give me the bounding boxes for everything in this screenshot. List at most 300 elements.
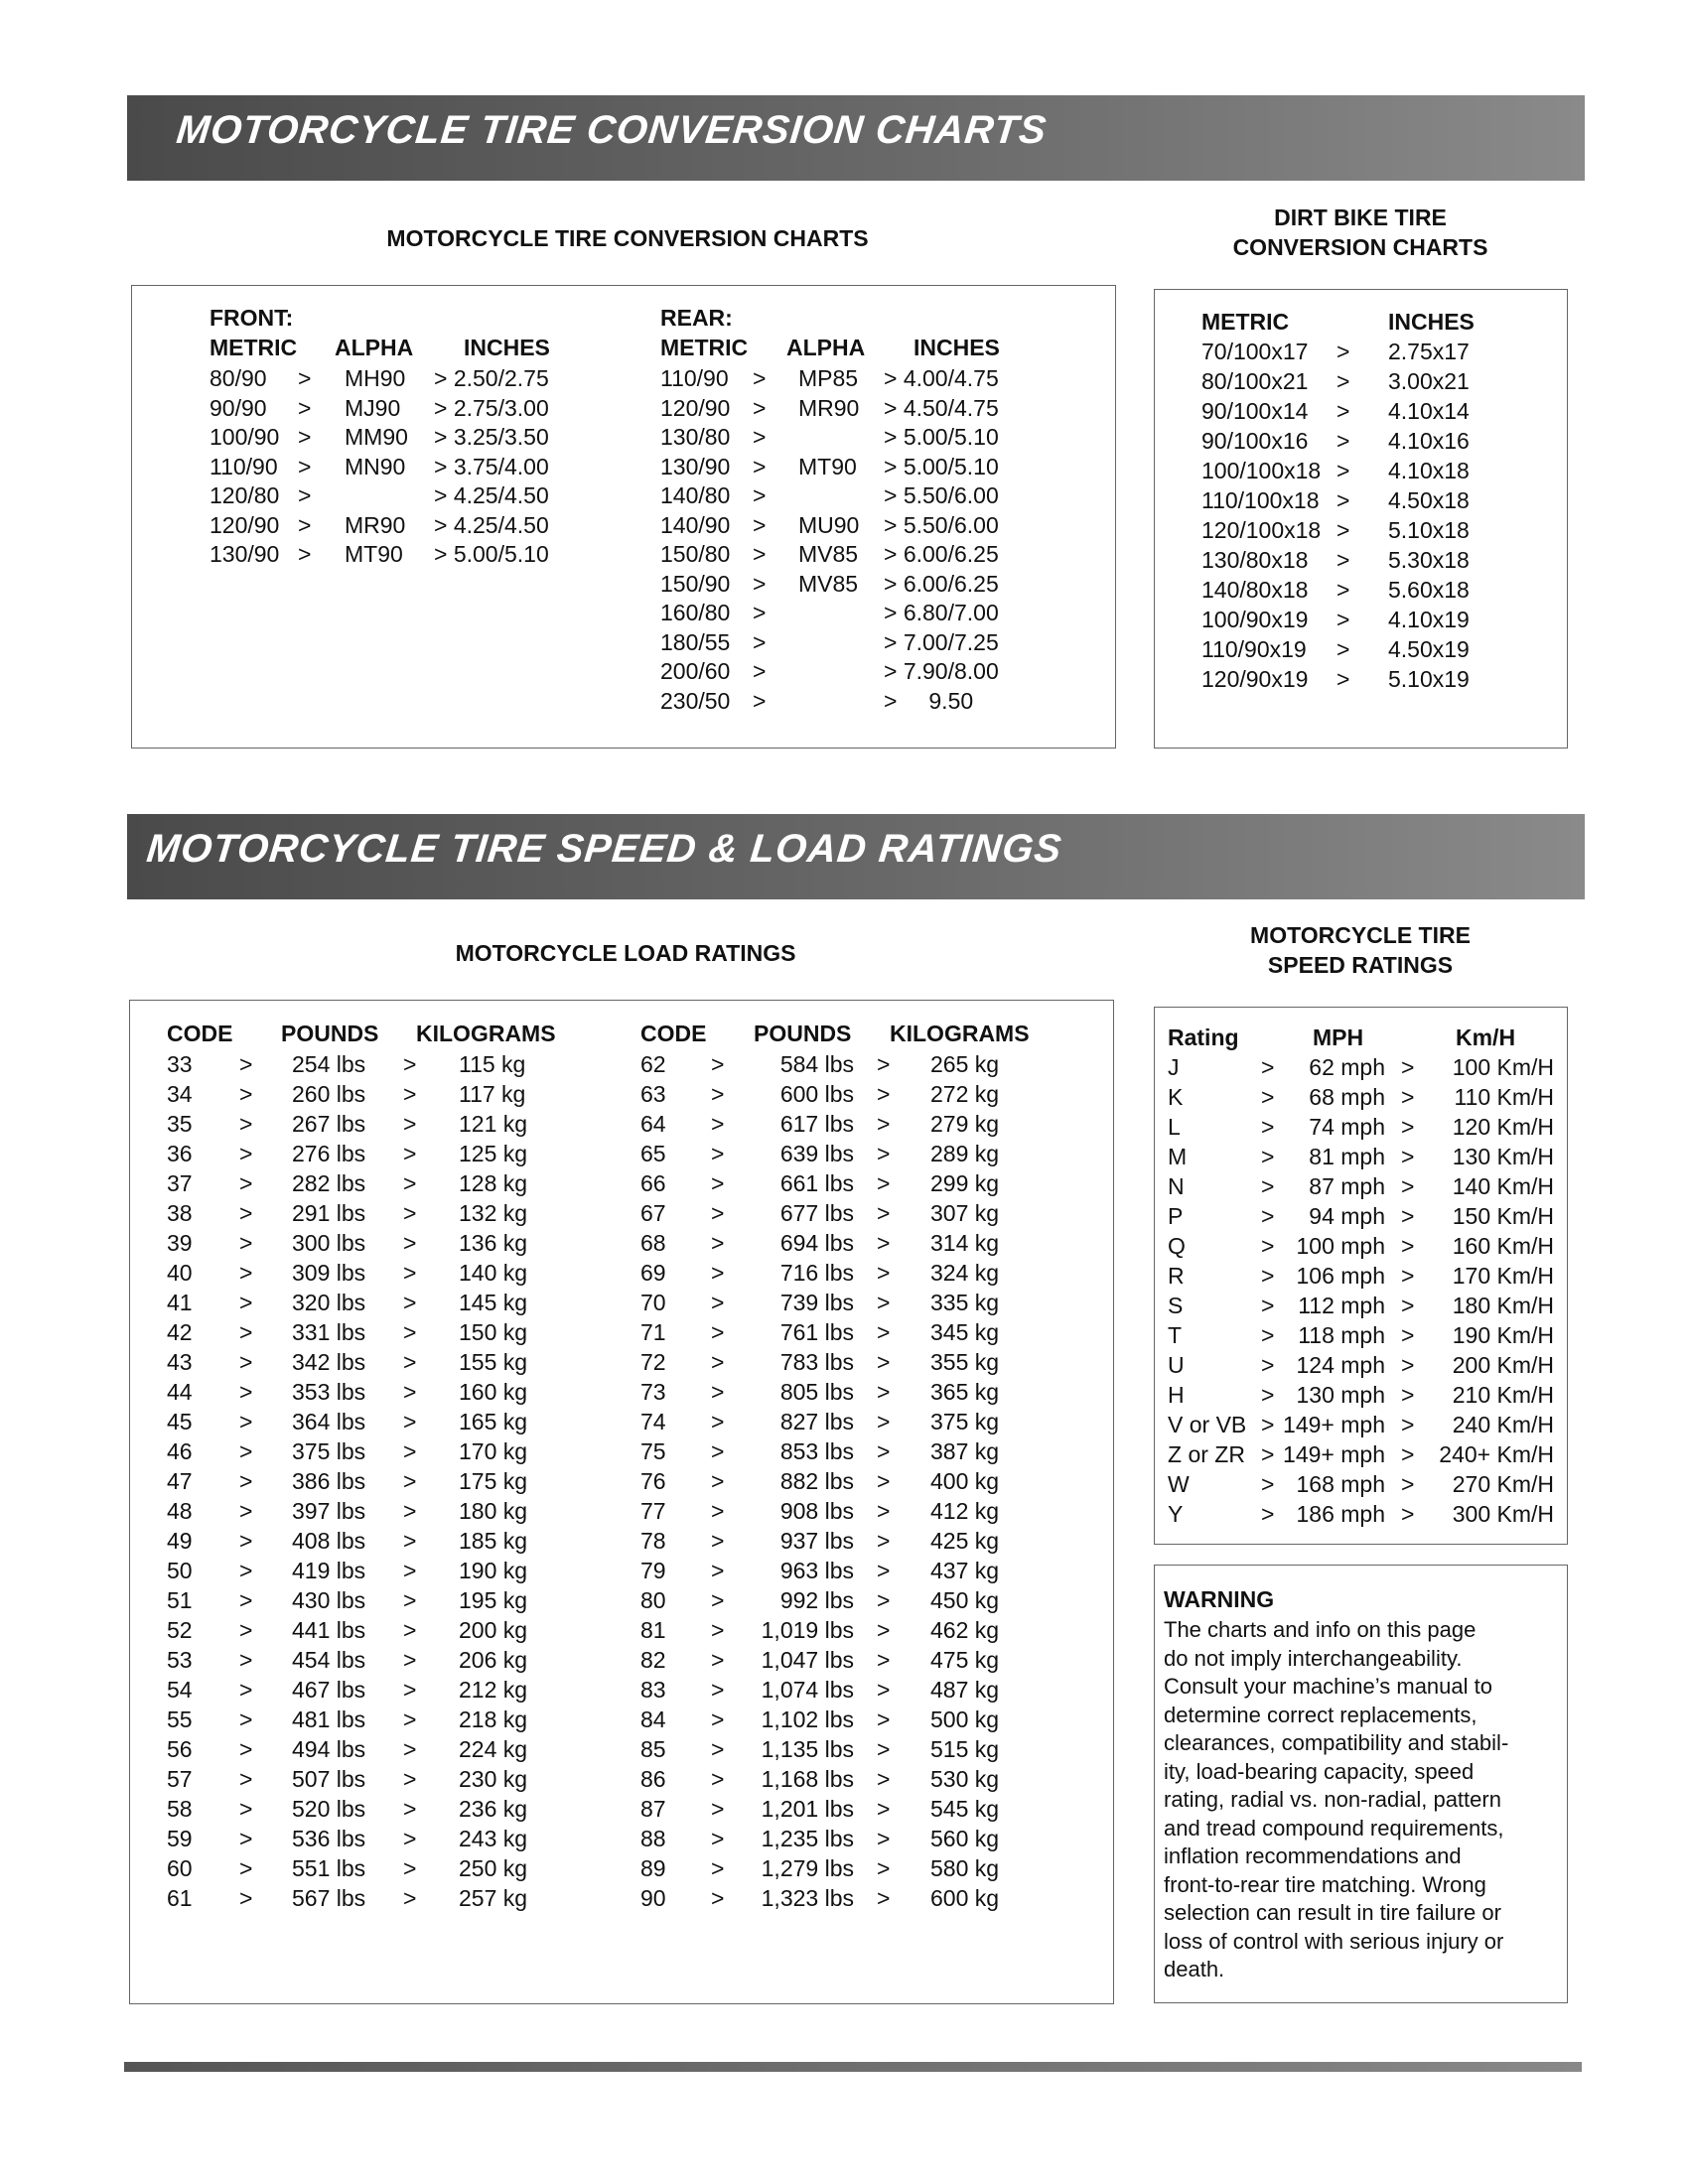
- load-pounds-cell: 260 lbs: [292, 1081, 366, 1107]
- arrow-separator: >: [877, 1260, 891, 1286]
- arrow-separator: >: [1261, 1144, 1275, 1169]
- arrow-separator: >: [1336, 368, 1350, 394]
- rear-alpha-cell: MU90: [798, 511, 860, 538]
- load-code-cell: 59: [167, 1826, 193, 1851]
- arrow-separator: >: [753, 482, 767, 508]
- arrow-separator: >: [403, 1617, 417, 1643]
- load-code-cell: 51: [167, 1587, 193, 1613]
- arrow-separator: >: [1401, 1501, 1415, 1527]
- speed-mph-cell: 94 mph: [1309, 1203, 1385, 1229]
- arrow-separator: >: [711, 1379, 725, 1405]
- arrow-separator: >: [711, 1855, 725, 1881]
- load-pounds-cell: 494 lbs: [292, 1736, 366, 1762]
- load-kg-cell: 145 kg: [459, 1290, 528, 1315]
- load-code-cell: 89: [640, 1855, 666, 1881]
- load-kg-cell: 307 kg: [930, 1200, 1000, 1226]
- load-code-cell: 71: [640, 1319, 666, 1345]
- load-code-cell: 56: [167, 1736, 193, 1762]
- ratings-banner: [127, 814, 1585, 899]
- arrow-separator: >: [403, 1409, 417, 1434]
- rear-metric-cell: 140/80: [660, 482, 731, 508]
- arrow-separator: >: [877, 1379, 891, 1405]
- load-code-cell: 34: [167, 1081, 193, 1107]
- arrow-separator: >: [1401, 1352, 1415, 1378]
- load-kg-cell: 515 kg: [930, 1736, 1000, 1762]
- arrow-separator: >: [403, 1379, 417, 1405]
- arrow-separator: >: [877, 1438, 891, 1464]
- arrow-separator: >: [239, 1111, 253, 1137]
- speed-kmh-cell: 240+ Km/H: [1439, 1441, 1554, 1467]
- speed-kmh-cell: 240 Km/H: [1452, 1412, 1554, 1437]
- arrow-separator: >: [239, 1766, 253, 1792]
- load-code-cell: 57: [167, 1766, 193, 1792]
- load-kg-cell: 365 kg: [930, 1379, 1000, 1405]
- arrow-separator: >: [711, 1587, 725, 1613]
- speed-rating-cell: K: [1168, 1084, 1184, 1110]
- front-inches-cell: > 4.25/4.50: [434, 511, 549, 538]
- load-kg-cell: 375 kg: [930, 1409, 1000, 1434]
- speed-rating-cell: Y: [1168, 1501, 1184, 1527]
- arrow-separator: >: [1261, 1084, 1275, 1110]
- load-kg-cell: 530 kg: [930, 1766, 1000, 1792]
- arrow-separator: >: [1336, 577, 1350, 603]
- arrow-separator: >: [1336, 458, 1350, 483]
- ratings-banner-title: MOTORCYCLE TIRE SPEED & LOAD RATINGS: [144, 827, 1064, 871]
- arrow-separator: >: [239, 1796, 253, 1822]
- rear-metric-cell: 150/90: [660, 570, 731, 597]
- front-metric-cell: 120/90: [210, 511, 280, 538]
- arrow-separator: >: [711, 1468, 725, 1494]
- arrow-separator: >: [877, 1081, 891, 1107]
- arrow-separator: >: [403, 1826, 417, 1851]
- arrow-separator: >: [753, 658, 767, 684]
- dirt-metric-cell: 140/80x18: [1201, 577, 1309, 603]
- arrow-separator: >: [239, 1647, 253, 1673]
- speed-kmh-cell: 210 Km/H: [1452, 1382, 1554, 1408]
- rear-metric-cell: 140/90: [660, 511, 731, 538]
- arrow-separator: >: [877, 1170, 891, 1196]
- arrow-separator: >: [711, 1647, 725, 1673]
- arrow-separator: >: [1336, 636, 1350, 662]
- arrow-separator: >: [877, 1111, 891, 1137]
- arrow-separator: >: [239, 1170, 253, 1196]
- warning-line: The charts and info on this page: [1164, 1617, 1477, 1642]
- load-kg-cell: 387 kg: [930, 1438, 1000, 1464]
- arrow-separator: >: [1401, 1412, 1415, 1437]
- load-kg-cell: 324 kg: [930, 1260, 1000, 1286]
- load-kg-cell: 117 kg: [459, 1081, 526, 1107]
- arrow-separator: >: [877, 1855, 891, 1881]
- speed-rating-cell: Q: [1168, 1233, 1186, 1259]
- arrow-separator: >: [877, 1141, 891, 1166]
- front-alpha-cell: MH90: [345, 365, 406, 391]
- load-kg-cell: 136 kg: [459, 1230, 528, 1256]
- warning-line: determine correct replacements,: [1164, 1702, 1477, 1727]
- rear-col-metric: METRIC: [660, 335, 749, 360]
- conversion-banner: [127, 95, 1585, 181]
- arrow-separator: >: [711, 1528, 725, 1554]
- rear-metric-cell: 200/60: [660, 658, 731, 684]
- dirt-metric-cell: 90/100x16: [1201, 428, 1309, 454]
- arrow-separator: >: [239, 1528, 253, 1554]
- load-kg-cell: 560 kg: [930, 1826, 1000, 1851]
- rear-metric-cell: 110/90: [660, 365, 729, 391]
- rear-inches-cell: > 9.50: [884, 687, 974, 714]
- arrow-separator: >: [239, 1141, 253, 1166]
- rear-inches-cell: > 5.00/5.10: [884, 453, 999, 479]
- load-kg-cell: 121 kg: [459, 1111, 528, 1137]
- load-code-cell: 74: [640, 1409, 666, 1434]
- load-pounds-cell: 1,323 lbs: [761, 1885, 854, 1911]
- load-pounds-cell: 254 lbs: [292, 1051, 366, 1077]
- arrow-separator: >: [877, 1409, 891, 1434]
- arrow-separator: >: [403, 1260, 417, 1286]
- load-code-cell: 86: [640, 1766, 666, 1792]
- warning-line: inflation recommendations and: [1164, 1843, 1462, 1868]
- arrow-separator: >: [877, 1528, 891, 1554]
- load-kg-cell: 180 kg: [459, 1498, 528, 1524]
- arrow-separator: >: [403, 1319, 417, 1345]
- speed-mph-cell: 106 mph: [1296, 1263, 1385, 1289]
- load-kg-cell: 243 kg: [459, 1826, 528, 1851]
- arrow-separator: >: [877, 1885, 891, 1911]
- load-pounds-cell: 853 lbs: [779, 1438, 854, 1464]
- rear-metric-cell: 130/80: [660, 424, 731, 450]
- arrow-separator: >: [877, 1617, 891, 1643]
- dirt-inches-cell: 4.10x14: [1388, 398, 1470, 424]
- dirt-inches-cell: 5.60x18: [1388, 577, 1470, 603]
- load-pounds-cell: 375 lbs: [292, 1438, 366, 1464]
- load-code-cell: 70: [640, 1290, 666, 1315]
- load-code-cell: 35: [167, 1111, 193, 1137]
- arrow-separator: >: [403, 1438, 417, 1464]
- rear-inches-cell: > 7.90/8.00: [884, 658, 999, 684]
- arrow-separator: >: [711, 1736, 725, 1762]
- dirt-inches-cell: 4.50x19: [1388, 636, 1470, 662]
- load-kg-cell: 425 kg: [930, 1528, 1000, 1554]
- load-code-cell: 72: [640, 1349, 666, 1375]
- arrow-separator: >: [1336, 339, 1350, 364]
- load-pounds-cell: 520 lbs: [292, 1796, 366, 1822]
- arrow-separator: >: [1261, 1293, 1275, 1318]
- load-pounds-cell: 291 lbs: [292, 1200, 366, 1226]
- speed-kmh-cell: 200 Km/H: [1452, 1352, 1554, 1378]
- load-code-cell: 82: [640, 1647, 666, 1673]
- load-pounds-cell: 908 lbs: [779, 1498, 854, 1524]
- dirt-inches-cell: 5.10x18: [1388, 517, 1470, 543]
- load-kg-cell: 299 kg: [930, 1170, 1000, 1196]
- arrow-separator: >: [877, 1319, 891, 1345]
- arrow-separator: >: [711, 1051, 725, 1077]
- load-code-cell: 90: [640, 1885, 666, 1911]
- arrow-separator: >: [1336, 666, 1350, 692]
- load-code-cell: 62: [640, 1051, 666, 1077]
- load-kg-cell: 165 kg: [459, 1409, 528, 1434]
- load-code-cell: 81: [640, 1617, 666, 1643]
- arrow-separator: >: [711, 1081, 725, 1107]
- arrow-separator: >: [753, 424, 767, 450]
- arrow-separator: >: [877, 1677, 891, 1703]
- arrow-separator: >: [711, 1438, 725, 1464]
- load-code-cell: 69: [640, 1260, 666, 1286]
- rear-metric-cell: 230/50: [660, 687, 731, 714]
- arrow-separator: >: [239, 1587, 253, 1613]
- arrow-separator: >: [403, 1677, 417, 1703]
- load-pounds-cell: 1,201 lbs: [761, 1796, 854, 1822]
- arrow-separator: >: [711, 1349, 725, 1375]
- bottom-rule: [124, 2062, 1582, 2072]
- load-code-cell: 39: [167, 1230, 193, 1256]
- front-col-alpha: ALPHA: [335, 335, 414, 360]
- arrow-separator: >: [403, 1647, 417, 1673]
- arrow-separator: >: [403, 1766, 417, 1792]
- rear-alpha-cell: MV85: [798, 570, 859, 597]
- load-pounds-cell: 1,074 lbs: [761, 1677, 854, 1703]
- load-kg-cell: 155 kg: [459, 1349, 528, 1375]
- load-code-cell: 67: [640, 1200, 666, 1226]
- load-pounds-cell: 600 lbs: [779, 1081, 854, 1107]
- arrow-separator: >: [298, 424, 312, 450]
- arrow-separator: >: [239, 1498, 253, 1524]
- load-pounds-cell: 882 lbs: [779, 1468, 854, 1494]
- front-alpha-cell: MN90: [345, 453, 406, 479]
- warning-line: rating, radial vs. non-radial, pattern: [1164, 1787, 1501, 1812]
- arrow-separator: >: [711, 1617, 725, 1643]
- arrow-separator: >: [403, 1468, 417, 1494]
- speed-mph-cell: 68 mph: [1309, 1084, 1385, 1110]
- load-code-cell: 46: [167, 1438, 193, 1464]
- speed-heading: [1152, 920, 1569, 980]
- arrow-separator: >: [753, 394, 767, 421]
- arrow-separator: >: [753, 570, 767, 597]
- load-kg-cell: 314 kg: [930, 1230, 1000, 1256]
- load-pounds-cell: 739 lbs: [779, 1290, 854, 1315]
- load-col-code-left: CODE: [167, 1021, 233, 1046]
- arrow-separator: >: [403, 1349, 417, 1375]
- arrow-separator: >: [877, 1706, 891, 1732]
- load-pounds-cell: 1,168 lbs: [761, 1766, 854, 1792]
- arrow-separator: >: [1401, 1173, 1415, 1199]
- arrow-separator: >: [239, 1438, 253, 1464]
- load-kg-cell: 257 kg: [459, 1885, 528, 1911]
- speed-rating-cell: N: [1168, 1173, 1185, 1199]
- load-kg-cell: 400 kg: [930, 1468, 1000, 1494]
- arrow-separator: >: [403, 1587, 417, 1613]
- load-pounds-cell: 320 lbs: [292, 1290, 366, 1315]
- load-pounds-cell: 551 lbs: [292, 1855, 366, 1881]
- dirt-inches-cell: 4.10x19: [1388, 607, 1470, 632]
- load-kg-cell: 175 kg: [459, 1468, 528, 1494]
- load-pounds-cell: 567 lbs: [292, 1885, 366, 1911]
- dirt-col-inches: INCHES: [1388, 309, 1475, 335]
- arrow-separator: >: [298, 541, 312, 567]
- arrow-separator: >: [239, 1706, 253, 1732]
- load-pounds-cell: 331 lbs: [292, 1319, 366, 1345]
- arrow-separator: >: [1401, 1114, 1415, 1140]
- load-col-code-right: CODE: [640, 1021, 707, 1046]
- arrow-separator: >: [711, 1677, 725, 1703]
- speed-mph-cell: 81 mph: [1309, 1144, 1385, 1169]
- load-kg-cell: 236 kg: [459, 1796, 528, 1822]
- front-alpha-cell: MM90: [345, 424, 408, 450]
- arrow-separator: >: [711, 1260, 725, 1286]
- load-kg-cell: 580 kg: [930, 1855, 1000, 1881]
- front-metric-cell: 90/90: [210, 394, 267, 421]
- front-alpha-cell: MT90: [345, 541, 403, 567]
- rear-metric-cell: 160/80: [660, 600, 731, 625]
- load-kg-cell: 160 kg: [459, 1379, 528, 1405]
- load-col-kg-left: KILOGRAMS: [416, 1021, 556, 1046]
- speed-kmh-cell: 170 Km/H: [1452, 1263, 1554, 1289]
- arrow-separator: >: [403, 1498, 417, 1524]
- speed-mph-cell: 124 mph: [1296, 1352, 1385, 1378]
- rear-alpha-cell: MR90: [798, 394, 860, 421]
- load-kg-cell: 132 kg: [459, 1200, 528, 1226]
- load-col-pounds-right: POUNDS: [754, 1021, 852, 1046]
- arrow-separator: >: [239, 1409, 253, 1434]
- arrow-separator: >: [239, 1290, 253, 1315]
- arrow-separator: >: [711, 1766, 725, 1792]
- load-kg-cell: 170 kg: [459, 1438, 528, 1464]
- load-pounds-cell: 827 lbs: [779, 1409, 854, 1434]
- arrow-separator: >: [711, 1885, 725, 1911]
- dirt-inches-cell: 3.00x21: [1388, 368, 1470, 394]
- front-metric-cell: 130/90: [210, 541, 280, 567]
- speed-kmh-cell: 270 Km/H: [1452, 1471, 1554, 1497]
- speed-kmh-cell: 130 Km/H: [1452, 1144, 1554, 1169]
- arrow-separator: >: [403, 1170, 417, 1196]
- speed-kmh-cell: 140 Km/H: [1452, 1173, 1554, 1199]
- load-pounds-cell: 342 lbs: [292, 1349, 366, 1375]
- load-pounds-cell: 282 lbs: [292, 1170, 366, 1196]
- arrow-separator: >: [1261, 1233, 1275, 1259]
- rear-inches-cell: > 7.00/7.25: [884, 628, 999, 655]
- arrow-separator: >: [1261, 1173, 1275, 1199]
- load-kg-cell: 218 kg: [459, 1706, 528, 1732]
- arrow-separator: >: [1261, 1114, 1275, 1140]
- front-alpha-cell: MJ90: [345, 394, 401, 421]
- arrow-separator: >: [239, 1617, 253, 1643]
- arrow-separator: >: [877, 1290, 891, 1315]
- load-kg-cell: 128 kg: [459, 1170, 528, 1196]
- load-kg-cell: 224 kg: [459, 1736, 528, 1762]
- arrow-separator: >: [753, 511, 767, 538]
- rear-alpha-cell: MP85: [798, 365, 859, 391]
- arrow-separator: >: [1336, 398, 1350, 424]
- speed-mph-cell: 118 mph: [1298, 1322, 1385, 1348]
- speed-mph-cell: 74 mph: [1309, 1114, 1385, 1140]
- arrow-separator: >: [403, 1290, 417, 1315]
- warning-title: WARNING: [1164, 1586, 1275, 1612]
- rear-inches-cell: > 4.50/4.75: [884, 394, 999, 421]
- load-code-cell: 58: [167, 1796, 193, 1822]
- arrow-separator: >: [1401, 1084, 1415, 1110]
- arrow-separator: >: [753, 628, 767, 655]
- speed-col-kmh: Km/H: [1456, 1024, 1516, 1050]
- rear-col-inches: INCHES: [914, 335, 1000, 360]
- load-heading: MOTORCYCLE LOAD RATINGS: [455, 940, 796, 966]
- dirt-metric-cell: 80/100x21: [1201, 368, 1309, 394]
- arrow-separator: >: [753, 365, 767, 391]
- load-pounds-cell: 300 lbs: [292, 1230, 366, 1256]
- arrow-separator: >: [239, 1468, 253, 1494]
- load-pounds-cell: 507 lbs: [292, 1766, 366, 1792]
- warning-line: ity, load-bearing capacity, speed: [1164, 1758, 1475, 1784]
- dirt-col-metric: METRIC: [1201, 309, 1290, 335]
- arrow-separator: >: [1261, 1322, 1275, 1348]
- arrow-separator: >: [877, 1826, 891, 1851]
- dirt-metric-cell: 130/80x18: [1201, 547, 1309, 573]
- load-code-cell: 49: [167, 1528, 193, 1554]
- speed-kmh-cell: 300 Km/H: [1452, 1501, 1554, 1527]
- arrow-separator: >: [877, 1468, 891, 1494]
- load-kg-cell: 545 kg: [930, 1796, 1000, 1822]
- warning-line: and tread compound requirements,: [1164, 1815, 1504, 1841]
- arrow-separator: >: [877, 1349, 891, 1375]
- dirt-metric-cell: 70/100x17: [1201, 339, 1309, 364]
- load-kg-cell: 140 kg: [459, 1260, 528, 1286]
- speed-mph-cell: 100 mph: [1296, 1233, 1385, 1259]
- dirt-metric-cell: 90/100x14: [1201, 398, 1309, 424]
- load-code-cell: 84: [640, 1706, 666, 1732]
- warning-line: death.: [1164, 1957, 1225, 1981]
- arrow-separator: >: [1401, 1233, 1415, 1259]
- arrow-separator: >: [1261, 1054, 1275, 1080]
- arrow-separator: >: [1401, 1144, 1415, 1169]
- arrow-separator: >: [877, 1796, 891, 1822]
- speed-mph-cell: 168 mph: [1296, 1471, 1385, 1497]
- load-code-cell: 83: [640, 1677, 666, 1703]
- arrow-separator: >: [239, 1230, 253, 1256]
- arrow-separator: >: [877, 1766, 891, 1792]
- arrow-separator: >: [403, 1736, 417, 1762]
- load-kg-cell: 355 kg: [930, 1349, 1000, 1375]
- load-kg-cell: 272 kg: [930, 1081, 1000, 1107]
- front-inches-cell: > 5.00/5.10: [434, 541, 549, 567]
- load-pounds-cell: 694 lbs: [779, 1230, 854, 1256]
- load-col-pounds-left: POUNDS: [281, 1021, 379, 1046]
- arrow-separator: >: [239, 1677, 253, 1703]
- load-kg-cell: 412 kg: [930, 1498, 1000, 1524]
- load-pounds-cell: 441 lbs: [292, 1617, 366, 1643]
- arrow-separator: >: [1336, 547, 1350, 573]
- arrow-separator: >: [239, 1260, 253, 1286]
- load-kg-cell: 195 kg: [459, 1587, 528, 1613]
- speed-kmh-cell: 180 Km/H: [1452, 1293, 1554, 1318]
- load-kg-cell: 450 kg: [930, 1587, 1000, 1613]
- load-col-kg-right: KILOGRAMS: [890, 1021, 1030, 1046]
- load-kg-cell: 212 kg: [459, 1677, 528, 1703]
- speed-kmh-cell: 100 Km/H: [1452, 1054, 1554, 1080]
- arrow-separator: >: [1401, 1293, 1415, 1318]
- arrow-separator: >: [239, 1081, 253, 1107]
- rear-inches-cell: > 6.00/6.25: [884, 570, 999, 597]
- speed-kmh-cell: 190 Km/H: [1452, 1322, 1554, 1348]
- arrow-separator: >: [1336, 607, 1350, 632]
- speed-rating-cell: L: [1168, 1114, 1181, 1140]
- load-code-cell: 80: [640, 1587, 666, 1613]
- rear-alpha-cell: MT90: [798, 453, 857, 479]
- load-code-cell: 47: [167, 1468, 193, 1494]
- arrow-separator: >: [403, 1051, 417, 1077]
- front-inches-cell: > 2.75/3.00: [434, 394, 549, 421]
- arrow-separator: >: [711, 1558, 725, 1583]
- arrow-separator: >: [753, 600, 767, 625]
- load-code-cell: 65: [640, 1141, 666, 1166]
- load-pounds-cell: 1,047 lbs: [761, 1647, 854, 1673]
- arrow-separator: >: [298, 394, 312, 421]
- front-inches-cell: > 3.25/3.50: [434, 424, 549, 450]
